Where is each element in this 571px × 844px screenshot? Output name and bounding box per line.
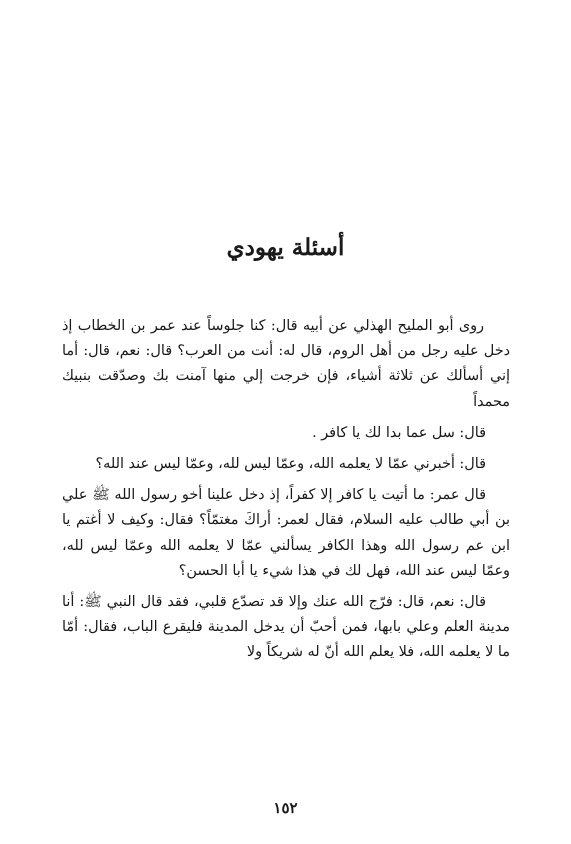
paragraph-1: روى أبو المليح الهذلي عن أبيه قال: كنا جلوساً عند عمر بن الخطاب إذ دخل عليه رجل من أهل الروم، قال له: أنت من العرب؟ قال: نعم، قال: أما إني أسألك عن ثلاثة أشياء، فإن خرجت إلي منها آمنت بك وصدّقت بنبيك محمداً: [62, 318, 510, 410]
paragraph-3: قال: أخبرني عمّا لا يعلمه الله، وعمّا ليس لله، وعمّا ليس عند الله؟: [95, 456, 486, 473]
paragraph-4: قال عمر: ما أتيت يا كافر إلا كفراً، إذ دخل علينا أخو رسول الله ﷺ علي بن أبي طالب عليه السلام، فقال لعمر: أراكَ مغتمّاً؟ فقال: وكيف لا أغتم يا ابن عم رسول الله وهذا الكافر يسألني عمّا لا يعلمه الله وعمّا ليس لله، وعمّا ليس عند الله، فهل لك في هذا شيء يا أبا الحسن؟: [62, 487, 510, 579]
paragraph-2: قال: سل عما بدا لك يا كافر .: [312, 424, 486, 441]
body-text: [62, 314, 510, 672]
page-number: ١٥٢: [273, 799, 298, 817]
paragraph-5: قال: نعم، قال: فرّج الله عنك وإلا قد تصدّع قلبي، فقد قال النبي ﷺ: أنا مدينة العلم وعلي بابها، فمن أحبّ أن يدخل المدينة فليقرع الباب، فقال: أمّا ما لا يعلمه الله، فلا يعلم الله أنّ له شريكاً ولا: [62, 594, 510, 661]
chapter-title: أسئلة يهودي: [226, 234, 345, 261]
